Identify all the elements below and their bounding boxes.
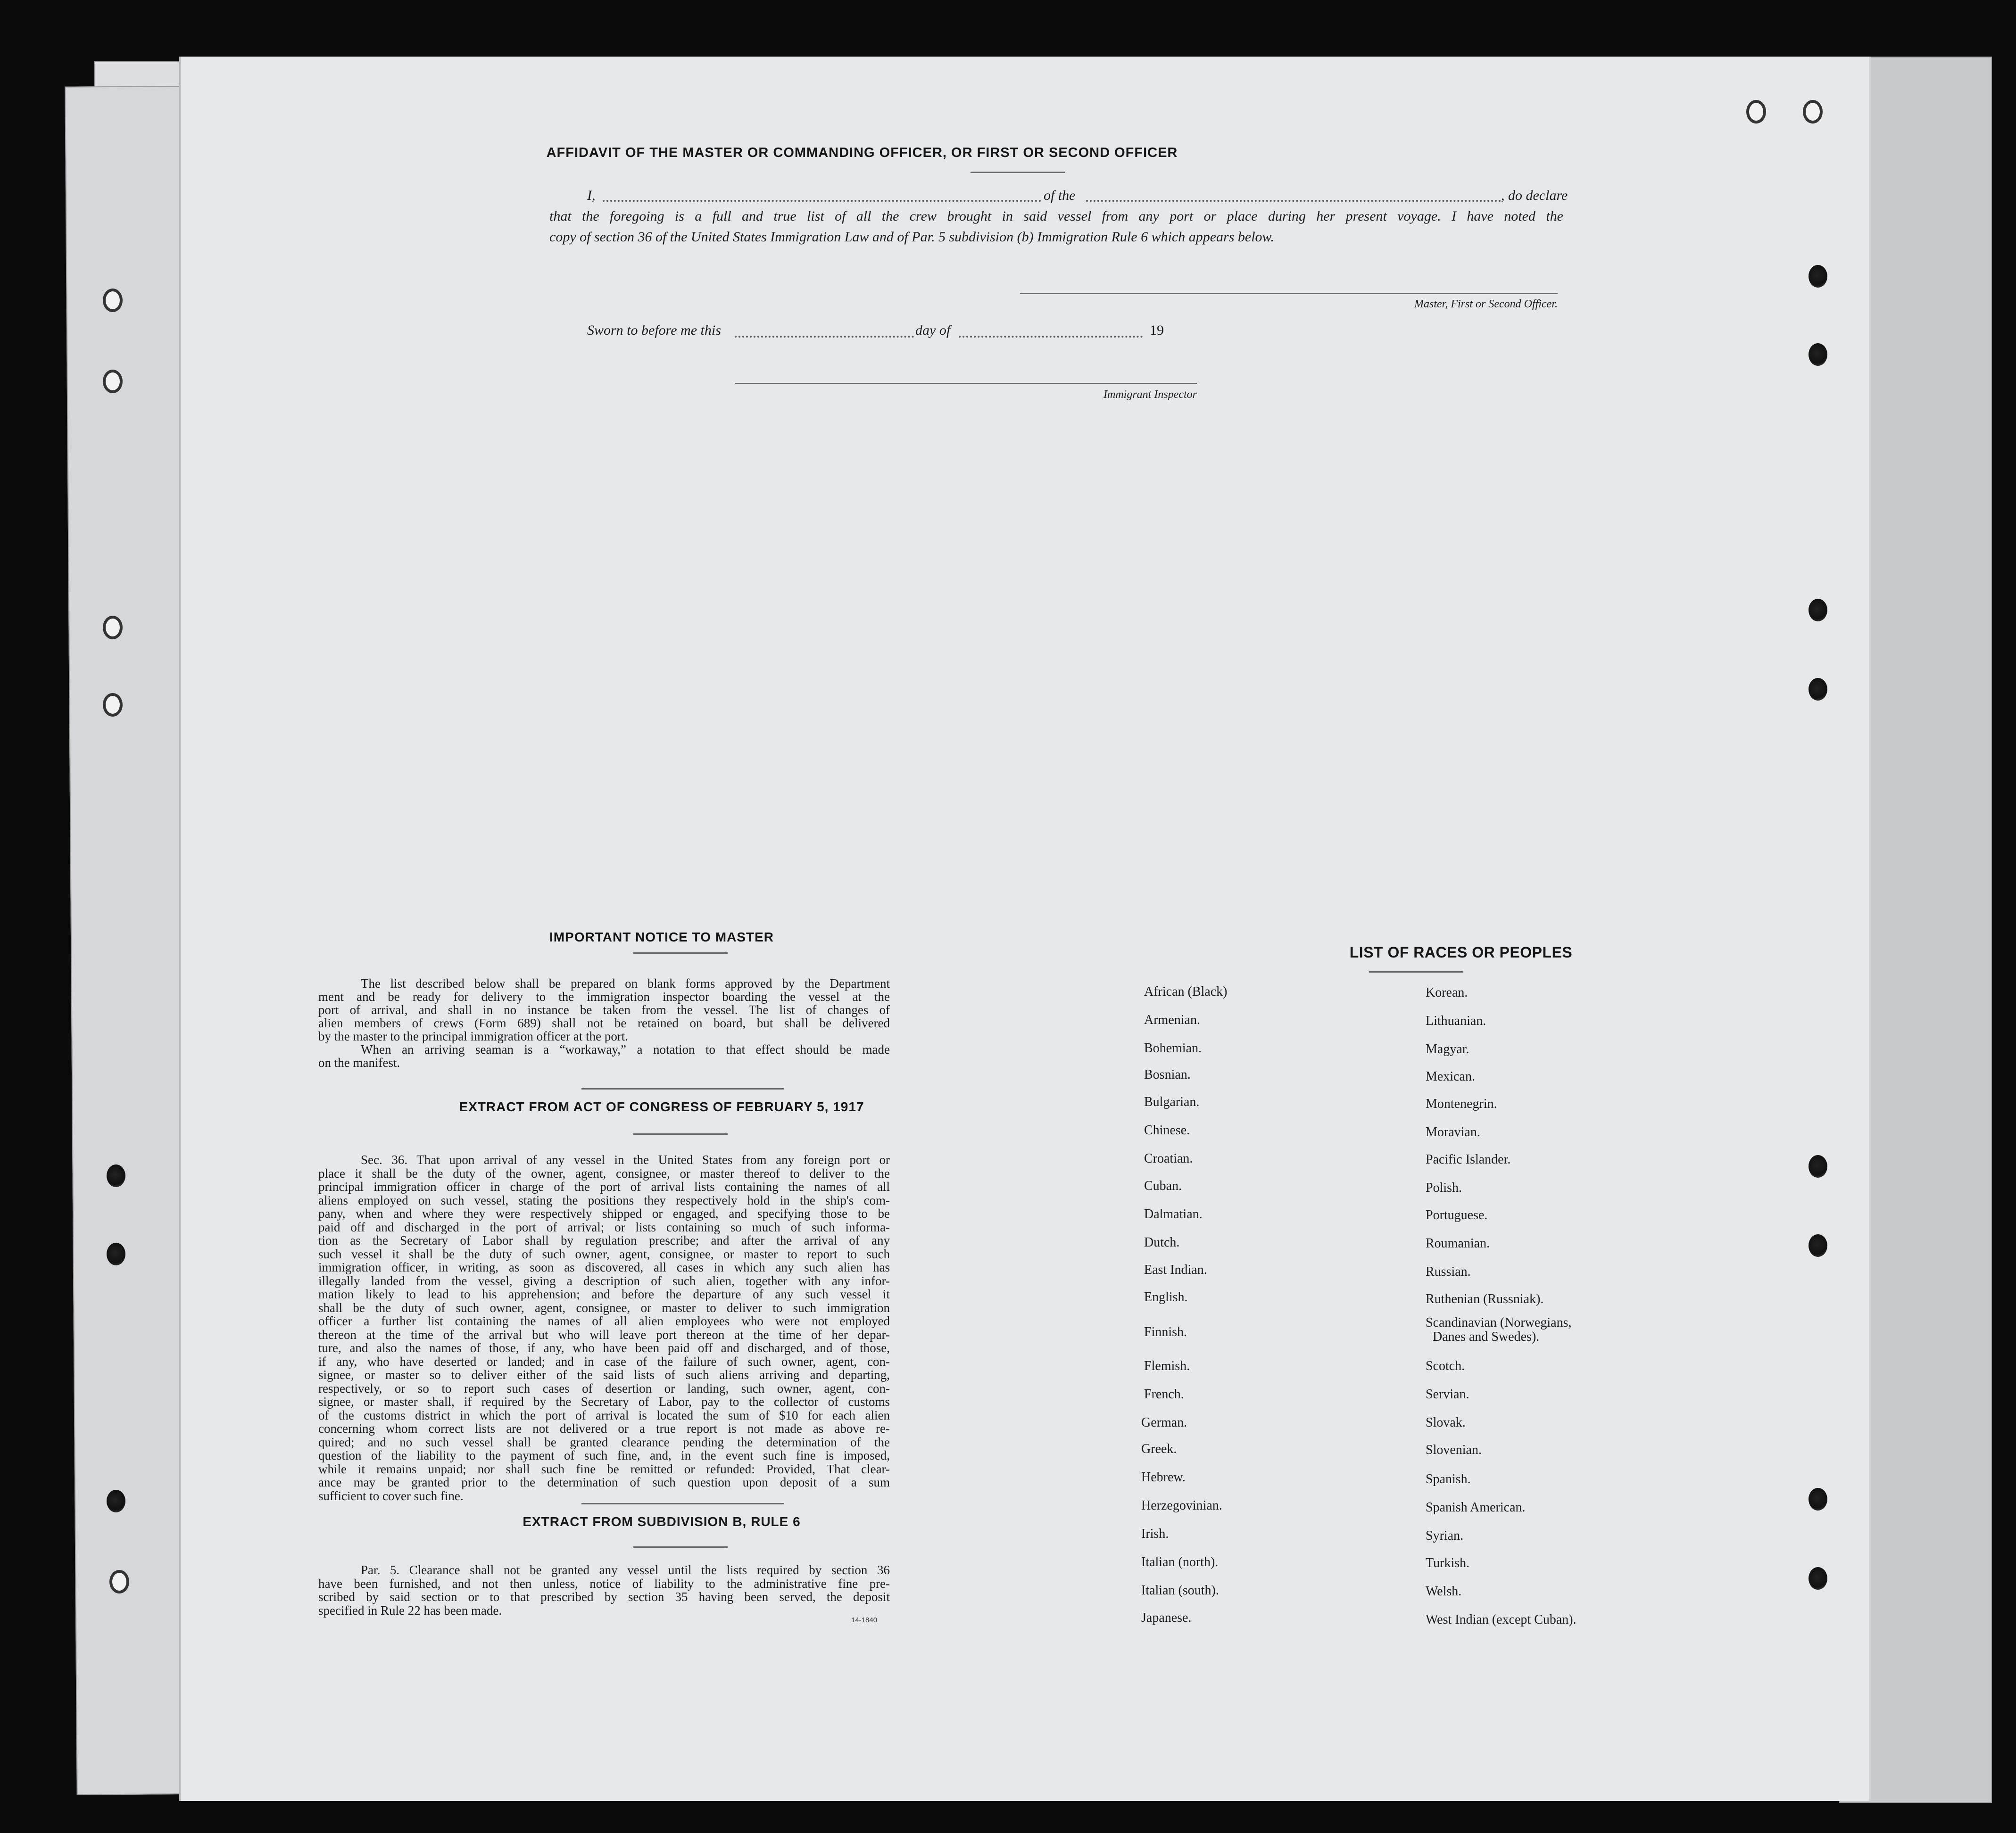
act-line: principal immigration officer in charge of the port of arrival lists containing the names of all (318, 1180, 890, 1194)
act-line: if any, who have deserted or landed; and in case of the failure of such owner, agent, con- (318, 1354, 890, 1369)
act-line: mation likely to lead to his apprehension; and before the departure of any such vessel it (318, 1287, 890, 1301)
punch-hole (103, 289, 123, 312)
act-line: such vessel it shall be the duty of such owner, agent, consignee, or master to report to such (318, 1247, 890, 1261)
race-item: Armenian. (1144, 1013, 1200, 1027)
punch-hole (103, 693, 123, 717)
act-line: quired; and no such vessel shall be granted clearance pending the determination of the (318, 1435, 890, 1449)
race-item: Russian. (1426, 1264, 1471, 1279)
inspector-label: Immigrant Inspector (1103, 388, 1197, 401)
punch-hole (107, 1164, 125, 1187)
rule-line: Par. 5. Clearance shall not be granted any vessel until the lists required by section 36 (361, 1563, 890, 1577)
punch-hole (1809, 1567, 1827, 1590)
rule-line: scribed by said section or to that prescribed by section 35 having been served, the deposit (318, 1590, 890, 1604)
notice-line: ment and be ready for delivery to the immigration inspector boarding the vessel at the (318, 990, 890, 1004)
race-item: Portuguese. (1426, 1208, 1488, 1222)
race-item: Roumanian. (1426, 1236, 1490, 1251)
race-item: English. (1144, 1290, 1188, 1305)
act-line: Sec. 36. That upon arrival of any vessel in the United States from any foreign port or (361, 1153, 890, 1167)
vessel-name-field[interactable] (1086, 200, 1501, 202)
divider (633, 1133, 728, 1135)
notice-title: IMPORTANT NOTICE TO MASTER (549, 930, 774, 944)
race-item: East Indian. (1144, 1263, 1207, 1277)
act-line: place it shall be the duty of the owner, agent, consignee, or master thereof to deliver to the (318, 1166, 890, 1181)
act-line: illegally landed from the vessel, giving a description of such alien, together with any infor- (318, 1273, 890, 1288)
act-line: concerning whom correct lists are not delivered or a true report is not made as above re- (318, 1421, 890, 1436)
race-item: Dutch. (1144, 1235, 1180, 1250)
affidavit-line-2: that the foregoing is a full and true list of all the crew brought in said vessel from any port or place during her present voyage. I have noted the (549, 208, 1563, 224)
punch-hole (1809, 265, 1827, 288)
notice-line: by the master to the principal immigration officer at the port. (318, 1029, 629, 1043)
act-line: signee, or master shall, if required by the Secretary of Labor, pay to the collector of customs (318, 1395, 890, 1409)
race-item: Welsh. (1426, 1584, 1462, 1599)
punch-hole (109, 1570, 129, 1594)
punch-hole (1803, 100, 1823, 124)
divider (581, 1088, 784, 1090)
race-item: Italian (south). (1141, 1583, 1219, 1598)
notice-line: port of arrival, and shall in no instance be taken from the vessel. The list of changes of (318, 1003, 890, 1017)
race-item: Lithuanian. (1426, 1014, 1486, 1028)
race-item: Magyar. (1426, 1042, 1469, 1057)
race-item: Mexican. (1426, 1069, 1475, 1084)
act-line: ture, and also the names of those, if any, who have been paid off and discharged, and of those, (318, 1341, 890, 1355)
punch-hole (107, 1490, 125, 1512)
vessel-prefix: of the (1044, 188, 1076, 203)
act-line: aliens employed on such vessel, stating the positions they respectively hold in the ship's com- (318, 1193, 890, 1207)
punch-hole (1809, 1234, 1827, 1257)
punch-hole (107, 1243, 125, 1265)
signature-label: Master, First or Second Officer. (1414, 298, 1558, 310)
day-of-text: day of (915, 322, 951, 338)
race-item: Greek. (1141, 1442, 1177, 1456)
race-item: Herzegovinian. (1141, 1498, 1222, 1513)
race-item: Croatian. (1144, 1151, 1193, 1166)
punch-hole (1809, 599, 1827, 621)
rule-line: specified in Rule 22 has been made. (318, 1603, 502, 1618)
rule-extract-text (318, 1563, 890, 1617)
race-item: Slovak. (1426, 1415, 1466, 1430)
race-item: Turkish. (1426, 1556, 1470, 1570)
act-line: of the customs district in which the port of arrival is located the sum of $10 for each alien (318, 1408, 890, 1422)
form-sheet (179, 57, 1869, 1801)
race-item: Syrian. (1426, 1528, 1464, 1543)
act-line: shall be the duty of such owner, agent, consignee, or master to deliver to such immigration (318, 1300, 890, 1315)
divider (633, 1546, 728, 1548)
affiant-name-field[interactable] (603, 200, 1041, 202)
notice-line: The list described below shall be prepared on blank forms approved by the Department (361, 976, 890, 991)
divider (633, 952, 728, 954)
act-line: thereon at the time of the arrival but who will leave port thereon at the time of her depar- (318, 1327, 890, 1342)
race-item: African (Black) (1144, 984, 1228, 999)
act-extract-title: EXTRACT FROM ACT OF CONGRESS OF FEBRUARY 5, 1917 (459, 1099, 864, 1114)
race-item: German. (1141, 1415, 1187, 1430)
act-line: signee, or master so to deliver either of the said lists of such aliens arriving and departing, (318, 1368, 890, 1382)
act-extract-text (318, 1153, 890, 1503)
punch-hole (1746, 100, 1766, 124)
notice-text (318, 977, 890, 1069)
race-item: Japanese. (1141, 1610, 1192, 1625)
race-item: Irish. (1141, 1527, 1169, 1541)
act-line: pany, when and where they were respectively shipped or engaged, and specifying those to be (318, 1206, 890, 1221)
race-item: Danes and Swedes). (1433, 1329, 1540, 1344)
divider (1369, 971, 1463, 973)
race-item: Polish. (1426, 1181, 1462, 1195)
race-item: Finnish. (1144, 1325, 1187, 1339)
race-item: Scandinavian (Norwegians, (1426, 1315, 1572, 1330)
race-item: Flemish. (1144, 1359, 1190, 1373)
act-line: respectively, or so to report such cases of desertion or landing, such owner, agent, con- (318, 1381, 890, 1395)
punch-hole (103, 370, 123, 393)
race-item: West Indian (except Cuban). (1426, 1612, 1576, 1627)
sworn-month-field[interactable] (959, 336, 1143, 338)
divider (581, 1503, 784, 1504)
race-item: Bosnian. (1144, 1067, 1191, 1082)
race-item: Hebrew. (1141, 1470, 1186, 1485)
notice-line: When an arriving seaman is a “workaway,” a notation to that effect should be made (361, 1042, 890, 1057)
race-item: Korean. (1426, 985, 1468, 1000)
races-title: LIST OF RACES OR PEOPLES (1349, 944, 1573, 961)
punch-hole (1809, 678, 1827, 701)
race-item: Dalmatian. (1144, 1207, 1203, 1222)
sworn-text: Sworn to before me this (587, 322, 721, 338)
race-item: Bulgarian. (1144, 1095, 1200, 1109)
punch-hole (1809, 1155, 1827, 1178)
signature-line[interactable] (1020, 293, 1558, 294)
race-item: Pacific Islander. (1426, 1152, 1511, 1167)
punch-hole (1809, 1488, 1827, 1511)
race-item: Montenegrin. (1426, 1097, 1497, 1111)
race-item: Moravian. (1426, 1125, 1480, 1139)
race-item: French. (1144, 1387, 1184, 1402)
race-item: Cuban. (1144, 1179, 1182, 1193)
inspector-signature-line[interactable] (735, 383, 1197, 384)
race-item: Slovenian. (1426, 1443, 1482, 1457)
punch-hole (103, 616, 123, 639)
act-line: immigration officer, in writing, as soon as discovered, all cases in which any such alien has (318, 1260, 890, 1274)
act-line: ance may be granted prior to the determination of such question upon deposit of a sum (318, 1475, 890, 1489)
divider (971, 172, 1065, 173)
affiant-prefix: I, (587, 188, 596, 203)
act-line: paid off and discharged in the port of arrival; or lists containing so much of such informa- (318, 1220, 890, 1234)
form-code: 14-1840 (851, 1616, 878, 1624)
race-item: Chinese. (1144, 1123, 1190, 1138)
race-item: Ruthenian (Russniak). (1426, 1292, 1544, 1306)
race-item: Bohemian. (1144, 1041, 1202, 1056)
rule-line: have been furnished, and not then unless, notice of liability to the administrative fine pre- (318, 1576, 890, 1591)
race-item: Servian. (1426, 1387, 1469, 1402)
affidavit-line-3: copy of section 36 of the United States Immigration Law and of Par. 5 subdivision (b) Immigration Rule 6 which appears below. (549, 229, 1274, 245)
race-item: Spanish. (1426, 1472, 1471, 1486)
act-line: sufficient to cover such fine. (318, 1488, 464, 1503)
rule-extract-title: EXTRACT FROM SUBDIVISION B, RULE 6 (523, 1514, 801, 1529)
declare-text: , do declare (1501, 188, 1568, 203)
act-line: while it remains unpaid; nor shall such fine be remitted or refunded: Provided, That clear- (318, 1461, 890, 1476)
race-item: Spanish American. (1426, 1500, 1526, 1515)
punch-hole (1809, 343, 1827, 366)
race-item: Scotch. (1426, 1359, 1465, 1373)
act-line: tion as the Secretary of Labor shall by regulation prescribe; and after the arrival of any (318, 1233, 890, 1247)
year-prefix: 19 (1150, 322, 1164, 338)
affidavit-title: AFFIDAVIT OF THE MASTER OR COMMANDING OFFICER, OR FIRST OR SECOND OFFICER (546, 145, 1178, 160)
race-item: Italian (north). (1141, 1555, 1219, 1569)
act-line: officer a further list containing the names of all alien employees who were not employed (318, 1314, 890, 1328)
sworn-day-field[interactable] (735, 336, 914, 338)
notice-line: alien members of crews (Form 689) shall not be retained on board, but shall be delivered (318, 1016, 890, 1030)
notice-line: on the manifest. (318, 1056, 400, 1070)
act-line: question of the liability to the payment of such fine, and, in the event such fine is imposed, (318, 1448, 890, 1462)
